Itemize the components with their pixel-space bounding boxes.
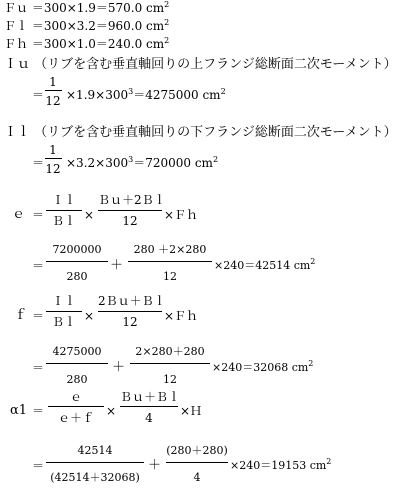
alpha1-label: α1 <box>10 403 28 418</box>
fl-line <box>4 20 169 32</box>
f-value-frac1-numerator: 4275000 <box>52 345 102 358</box>
f-value-plus: ＋ <box>112 360 126 375</box>
alpha1-value-equals: ＝ <box>32 459 45 473</box>
fl-text: Ｆｌ ＝300×3.2＝960.0 cm <box>4 19 165 33</box>
f-value-unit-exponent: 2 <box>308 359 314 368</box>
f-value-frac2-denominator: 12 <box>163 373 177 386</box>
il-equals: ＝ <box>32 156 45 170</box>
e-value-frac2-numerator: 280 ＋2×280 <box>133 243 207 256</box>
e-value-frac1-bar <box>46 261 108 262</box>
fu-line <box>4 2 169 14</box>
alpha1-frac1-denominator: ｅ＋ｆ <box>57 411 94 425</box>
f-value-tail <box>212 359 314 374</box>
fh-text: Ｆｈ ＝300×1.0＝240.0 cm <box>4 37 165 51</box>
iu-equals: ＝ <box>32 88 45 102</box>
alpha1-value-frac2-denominator: 4 <box>193 471 201 484</box>
alpha1-value-unit-exponent: 2 <box>326 457 332 466</box>
f-frac1-denominator: Ｂｌ <box>51 315 76 329</box>
alpha1-frac2-bar <box>120 406 178 407</box>
alpha1-frac1-numerator: ｅ <box>69 390 82 404</box>
il-fraction-denominator: 12 <box>45 162 61 176</box>
e-frac2-numerator: Ｂｕ＋2Ｂｌ <box>98 193 166 207</box>
iu-result: ＝4275000 cm <box>133 88 221 102</box>
f-label: ｆ <box>14 308 28 323</box>
alpha1-frac1-bar <box>48 406 104 407</box>
iu-fraction-denominator: 12 <box>45 94 61 108</box>
alpha1-value-result: ×240＝19153 cm <box>230 459 327 472</box>
f-equals: ＝ <box>32 309 45 323</box>
iu-unit-exponent: 2 <box>220 87 226 96</box>
il-fraction-bar <box>45 158 62 159</box>
e-frac1-bar <box>46 210 82 211</box>
fl-unit-exponent: 2 <box>164 18 170 27</box>
iu-fraction-bar <box>45 90 62 91</box>
e-value-tail <box>214 257 316 272</box>
e-value-equals: ＝ <box>32 259 45 273</box>
e-frac1-denominator: Ｂｌ <box>51 214 76 228</box>
il-unit-exponent: 2 <box>212 155 219 164</box>
iu-description: （リブを含む垂直軸回りの上フランジ総断面二次モーメント） <box>34 57 397 72</box>
alpha1-tail: ×Ｈ <box>180 404 203 418</box>
e-value-frac1-denominator: 280 <box>66 270 88 283</box>
alpha1-value-tail <box>230 457 332 472</box>
alpha1-value-frac1-denominator: (42514＋32068) <box>50 471 140 484</box>
e-frac2-bar <box>98 210 162 211</box>
e-times: × <box>84 208 95 222</box>
e-value-plus: ＋ <box>110 258 124 273</box>
f-frac1-bar <box>46 311 82 312</box>
il-expression <box>66 157 218 169</box>
iu-fraction-numerator: 1 <box>49 75 57 89</box>
f-frac1-numerator: Ｉｌ <box>51 294 76 308</box>
fu-unit-exponent: 2 <box>164 0 170 9</box>
f-value-frac1-denominator: 280 <box>66 373 88 386</box>
alpha1-frac2-numerator: Ｂｕ＋Ｂｌ <box>120 390 181 404</box>
e-frac1-numerator: Ｉｌ <box>51 193 76 207</box>
iu-multiplier: ×1.9×300 <box>66 88 129 102</box>
e-value-frac2-bar <box>128 261 212 262</box>
iu-heading <box>4 58 397 71</box>
f-frac2-denominator: 12 <box>122 315 138 329</box>
il-label: Ｉｌ <box>4 125 31 140</box>
iu-expression <box>66 89 226 101</box>
e-value-result: ×240＝42514 cm <box>214 259 311 272</box>
e-frac2-denominator: 12 <box>122 214 138 228</box>
f-frac2-numerator: 2Ｂｕ＋Ｂｌ <box>98 294 166 308</box>
f-value-result: ×240＝32068 cm <box>212 361 309 374</box>
f-value-frac2-bar <box>130 363 210 364</box>
alpha1-value-frac1-bar <box>46 462 144 463</box>
alpha1-equals: ＝ <box>32 404 45 418</box>
fh-line <box>4 38 169 50</box>
il-fraction-numerator: 1 <box>49 143 57 157</box>
e-tail: ×Ｆｈ <box>164 208 199 222</box>
f-value-frac1-bar <box>46 363 108 364</box>
alpha1-frac2-denominator: 4 <box>145 411 153 425</box>
e-value-unit-exponent: 2 <box>310 257 316 266</box>
il-power: 3 <box>128 155 134 164</box>
f-value-frac2-numerator: 2×280＋280 <box>135 345 205 358</box>
alpha1-value-frac2-bar <box>166 462 228 463</box>
e-label: ｅ <box>12 207 26 222</box>
fh-unit-exponent: 2 <box>164 36 170 45</box>
e-value-frac1-numerator: 7200000 <box>52 243 102 256</box>
f-value-equals: ＝ <box>32 361 45 375</box>
alpha1-value-frac2-numerator: (280＋280) <box>166 444 228 457</box>
alpha1-value-plus: ＋ <box>148 458 162 473</box>
il-description: （リブを含む垂直軸回りの下フランジ総断面二次モーメント） <box>34 125 397 140</box>
alpha1-value-frac1-numerator: 42514 <box>77 444 113 457</box>
e-value-frac2-denominator: 12 <box>163 270 177 283</box>
f-frac2-bar <box>98 311 162 312</box>
fu-text: Ｆｕ ＝300×1.9＝570.0 cm <box>4 1 165 15</box>
il-heading <box>4 126 397 139</box>
f-tail: ×Ｆｈ <box>164 309 199 323</box>
f-times: × <box>84 309 95 323</box>
iu-label: Ｉｕ <box>4 57 31 72</box>
alpha1-times: × <box>106 404 117 418</box>
e-equals: ＝ <box>32 208 45 222</box>
iu-power: 3 <box>128 87 134 96</box>
il-result: ＝720000 cm <box>133 156 213 170</box>
il-multiplier: ×3.2×300 <box>66 156 129 170</box>
